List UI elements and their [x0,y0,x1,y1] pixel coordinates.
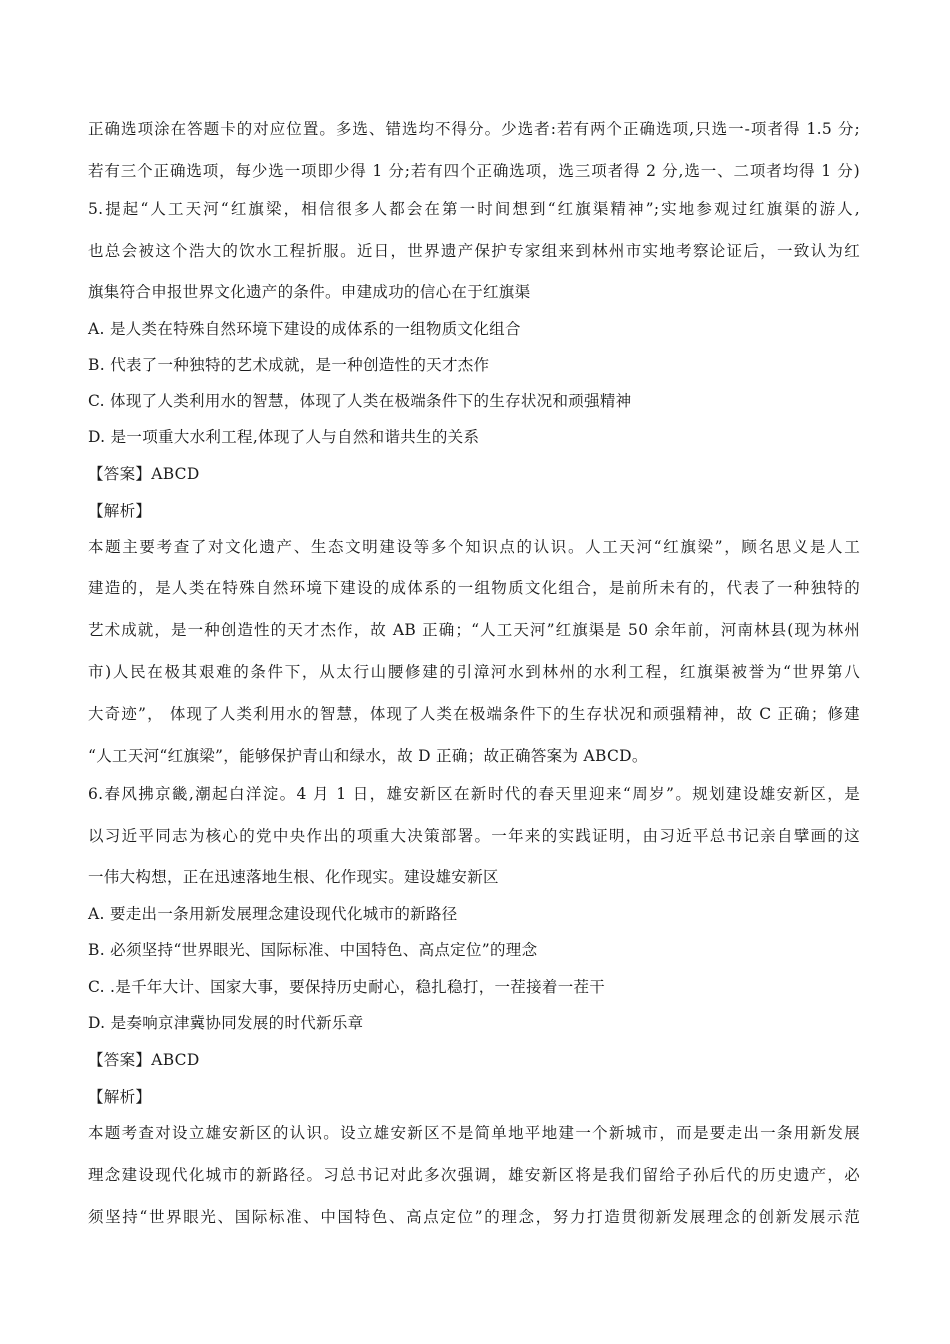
q6-analysis-line: 理念建设现代化城市的新路径。习总书记对此多次强调，雄安新区将是我们留给子孙后代的历史遗产，必 [88,1166,860,1184]
q5-analysis-line: “人工天河“红旗梁”，能够保护青山和绿水，故 D 正确；故正确答案为 ABCD。 [88,747,648,765]
q5-stem-line: 5.提起“人工天河“红旗梁，相信很多人都会在第一时间想到“红旗渠精神”;实地参观过红旗渠的游人, [88,200,860,218]
q5-analysis-line: 建造的，是人类在特殊自然环境下建设的成体系的一组物质文化组合，是前所未有的，代表了一种独特的 [88,579,860,597]
q6-analysis-line: 本题考查对设立雄安新区的认识。设立雄安新区不是简单地平地建一个新城市，而是要走出一条用新发展 [88,1124,860,1142]
q6-option-c: C. .是千年大计、国家大事，要保持历史耐心，稳扎稳打，一茬接着一茬干 [88,978,606,996]
q5-stem-line: 也总会被这个浩大的饮水工程折服。近日，世界遗产保护专家组来到林州市实地考察论证后，一致认为红 [88,242,860,260]
q5-option-d: D. 是一项重大水利工程,体现了人与自然和谐共生的关系 [88,428,480,446]
q6-analysis-line: 须坚持“世界眼光、国际标准、中国特色、高点定位”的理念，努力打造贯彻新发展理念的创新发展示范 [88,1208,860,1226]
q5-analysis-line: 市)人民在极其艰难的条件下，从太行山腰修建的引漳河水到林州的水利工程，红旗渠被誉为“世界第八 [88,663,860,681]
q5-option-c: C. 体现了人类利用水的智慧，体现了人类在极端条件下的生存状况和顽强精神 [88,392,632,410]
q6-option-b: B. 必须坚持“世界眼光、国际标准、中国特色、高点定位”的理念 [88,941,538,959]
q6-stem-line: 6.春风拂京畿,潮起白洋淀。4 月 1 日，雄安新区在新时代的春天里迎来“周岁”。规划建设雄安新区，是 [88,785,860,803]
q5-analysis-line: 本题主要考查了对文化遗产、生态文明建设等多个知识点的认识。人工天河“红旗梁”，顾名思义是人工 [88,538,860,556]
intro-line: 正确选项涂在答题卡的对应位置。多选、错选均不得分。少选者:若有两个正确选项,只选一-项者得 1.5 分; [88,120,860,138]
q5-option-a: A. 是人类在特殊自然环境下建设的成体系的一组物质文化组合 [88,320,521,338]
q5-option-b: B. 代表了一种独特的艺术成就，是一种创造性的天才杰作 [88,356,490,374]
q6-stem-line: 一伟大构想，正在迅速落地生根、化作现实。建设雄安新区 [88,868,499,886]
q5-analysis-line: 大奇迹”， 体现了人类利用水的智慧，体现了人类在极端条件下的生存状况和顽强精神，故 C 正确；修建 [88,705,860,723]
q6-analysis-heading: 【解析】 [88,1088,152,1106]
q6-option-a: A. 要走出一条用新发展理念建设现代化城市的新路径 [88,905,458,923]
q5-analysis-heading: 【解析】 [88,502,152,520]
q6-option-d: D. 是奏响京津冀协同发展的时代新乐章 [88,1014,364,1032]
q5-answer: 【答案】ABCD [88,465,200,483]
q5-analysis-line: 艺术成就，是一种创造性的天才杰作，故 AB 正确；“人工天河”红旗渠是 50 余年前，河南林县(现为林州 [88,621,860,639]
intro-line: 若有三个正确选项，每少选一项即少得 1 分;若有四个正确选项，选三项者得 2 分,选一、二项者均得 1 分) [88,162,860,180]
q5-stem-line: 旗集符合申报世界文化遗产的条件。申建成功的信心在于红旗渠 [88,283,531,301]
q6-stem-line: 以习近平同志为核心的党中央作出的项重大决策部署。一年来的实践证明，由习近平总书记亲自擘画的这 [88,827,860,845]
q6-answer: 【答案】ABCD [88,1051,200,1069]
